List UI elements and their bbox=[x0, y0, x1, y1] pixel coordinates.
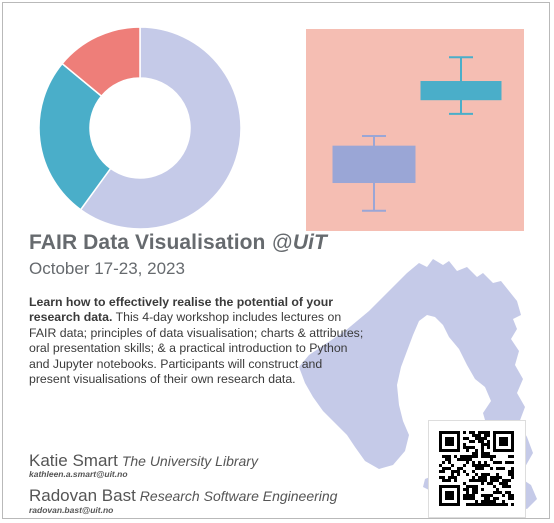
description-lead: Learn how to effectively realise the potential of your research data. bbox=[29, 295, 334, 325]
title-uit: UiT bbox=[292, 231, 327, 254]
presenter-affiliation: Research Software Engineering bbox=[139, 488, 338, 504]
presenter-affiliation: The University Library bbox=[121, 453, 258, 469]
presenter-email[interactable]: radovan.bast@uit.no bbox=[29, 505, 114, 515]
presenter-name: Katie Smart bbox=[29, 451, 118, 470]
donut-chart bbox=[31, 23, 249, 233]
presenter-2 bbox=[29, 486, 337, 506]
qr-code-icon[interactable] bbox=[439, 431, 514, 506]
box-1 bbox=[421, 82, 501, 100]
title-at-sign: @ bbox=[271, 231, 293, 254]
poster bbox=[2, 2, 550, 519]
description-body: This 4-day workshop includes lectures on FAIR data; principles of data visualisation; charts & attributes; oral presentation skills; & a practical introduction to Python and Jupyter notebooks. Participants will construct and present visualisations of their own research data. bbox=[29, 310, 364, 387]
event-date: October 17-23, 2023 bbox=[29, 259, 185, 278]
box-plot-chart bbox=[306, 29, 524, 231]
plot-background bbox=[306, 29, 524, 231]
presenter-email[interactable]: kathleen.a.smart@uit.no bbox=[29, 469, 128, 479]
qr-code-panel[interactable] bbox=[428, 420, 526, 518]
page-title bbox=[29, 231, 327, 255]
presenter-name: Radovan Bast bbox=[29, 486, 136, 505]
presenter-1 bbox=[29, 451, 258, 471]
box-2 bbox=[333, 146, 415, 182]
title-main: FAIR Data Visualisation bbox=[29, 231, 272, 254]
workshop-description bbox=[29, 295, 365, 387]
qr-modules bbox=[439, 431, 514, 506]
